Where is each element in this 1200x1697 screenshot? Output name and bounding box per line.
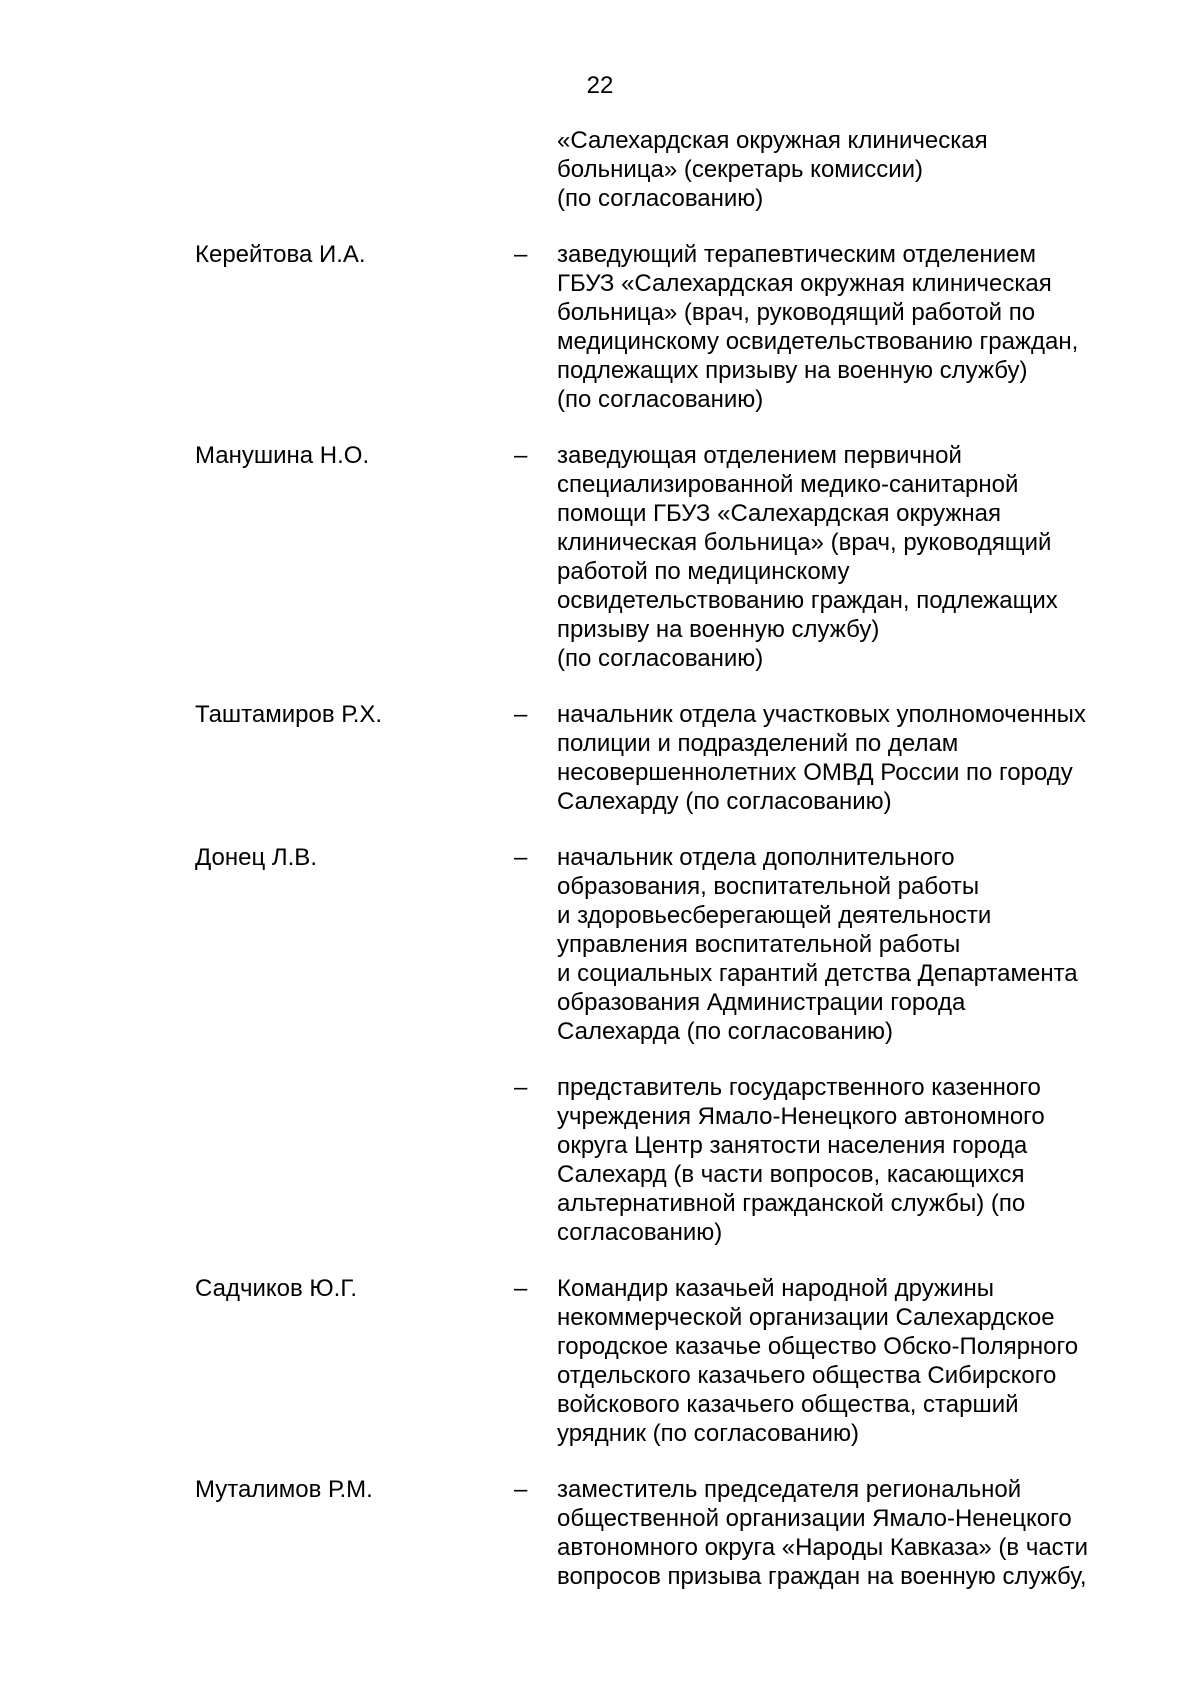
description-line: заведующая отделением первичной — [557, 442, 962, 469]
description-line: управления воспитательной работы — [557, 931, 961, 958]
description-line: работой по медицинскому — [557, 558, 850, 585]
description-line: (по согласованию) — [557, 386, 764, 413]
description-line: (по согласованию) — [557, 185, 764, 212]
member-entry — [0, 1475, 1200, 1591]
member-entry — [0, 240, 1200, 414]
description-line: подлежащих призыву на военную службу) — [557, 357, 1028, 384]
member-entry — [0, 843, 1200, 1046]
description-line: заведующий терапевтическим отделением — [557, 241, 1036, 268]
description-line: Командир казачьей народной дружины — [557, 1275, 994, 1302]
entry-dash: – — [514, 1074, 528, 1101]
description-line: отдельского казачьего общества Сибирского — [557, 1362, 1057, 1389]
description-line: общественной организации Ямало-Ненецкого — [557, 1505, 1072, 1532]
member-position-description — [557, 1475, 1157, 1591]
member-entry — [0, 441, 1200, 673]
entry-dash: – — [514, 1275, 528, 1302]
page-number: 22 — [586, 72, 614, 99]
description-line: заместитель председателя региональной — [557, 1476, 1022, 1503]
description-line: «Салехардская окружная клиническая — [557, 127, 988, 154]
entry-dash: – — [514, 701, 528, 728]
member-entry — [0, 1073, 1200, 1247]
entry-dash: – — [514, 1476, 528, 1503]
description-line: призыву на военную службу) — [557, 616, 880, 643]
description-line: представитель государственного казенного — [557, 1074, 1041, 1101]
description-line: полиции и подразделений по делам — [557, 730, 959, 757]
description-line: специализированной медико-санитарной — [557, 471, 1019, 498]
member-position-description — [557, 441, 1157, 673]
description-line: больница» (секретарь комиссии) — [557, 156, 923, 183]
description-line: урядник (по согласованию) — [557, 1420, 859, 1447]
member-position-description — [557, 843, 1157, 1046]
description-line: Салехард (в части вопросов, касающихся — [557, 1161, 1025, 1188]
member-entry — [0, 126, 1200, 213]
entry-dash: – — [514, 442, 528, 469]
member-position-description — [557, 240, 1157, 414]
member-name: Муталимов Р.М. — [195, 1476, 373, 1503]
description-line: учреждения Ямало-Ненецкого автономного — [557, 1103, 1045, 1130]
member-position-description — [557, 1274, 1157, 1448]
member-name: Донец Л.В. — [195, 844, 317, 871]
member-entry — [0, 700, 1200, 816]
description-line: городское казачье общество Обско-Полярного — [557, 1333, 1079, 1360]
description-line: начальник отдела дополнительного — [557, 844, 955, 871]
description-line: больница» (врач, руководящий работой по — [557, 299, 1036, 326]
member-position-description — [557, 126, 1157, 213]
commission-member-list — [0, 126, 1200, 1618]
description-line: начальник отдела участковых уполномоченных — [557, 701, 1086, 728]
member-name: Садчиков Ю.Г. — [195, 1275, 358, 1302]
entry-dash: – — [514, 844, 528, 871]
description-line: медицинскому освидетельствованию граждан, — [557, 328, 1079, 355]
description-line: альтернативной гражданской службы) (по — [557, 1190, 1026, 1217]
description-line: образования Администрации города — [557, 989, 966, 1016]
description-line: помощи ГБУЗ «Салехардская окружная — [557, 500, 1001, 527]
description-line: согласованию) — [557, 1219, 723, 1246]
description-line: войскового казачьего общества, старший — [557, 1391, 1019, 1418]
entry-dash: – — [514, 241, 528, 268]
member-entry — [0, 1274, 1200, 1448]
member-position-description — [557, 700, 1157, 816]
description-line: несовершеннолетних ОМВД России по городу — [557, 759, 1073, 786]
description-line: образования, воспитательной работы — [557, 873, 980, 900]
description-line: и здоровьесберегающей деятельности — [557, 902, 992, 929]
description-line: Салехарда (по согласованию) — [557, 1018, 893, 1045]
member-name: Керейтова И.А. — [195, 241, 366, 268]
member-name: Таштамиров Р.Х. — [195, 701, 383, 728]
description-line: некоммерческой организации Салехардское — [557, 1304, 1055, 1331]
description-line: автономного округа «Народы Кавказа» (в части — [557, 1534, 1089, 1561]
description-line: клиническая больница» (врач, руководящий — [557, 529, 1052, 556]
description-line: Салехарду (по согласованию) — [557, 788, 892, 815]
description-line: вопросов призыва граждан на военную службу, — [557, 1563, 1087, 1590]
description-line: и социальных гарантий детства Департамента — [557, 960, 1078, 987]
description-line: (по согласованию) — [557, 645, 764, 672]
description-line: ГБУЗ «Салехардская окружная клиническая — [557, 270, 1052, 297]
description-line: освидетельствованию граждан, подлежащих — [557, 587, 1058, 614]
member-name: Манушина Н.О. — [195, 442, 370, 469]
description-line: округа Центр занятости населения города — [557, 1132, 1028, 1159]
member-position-description — [557, 1073, 1157, 1247]
